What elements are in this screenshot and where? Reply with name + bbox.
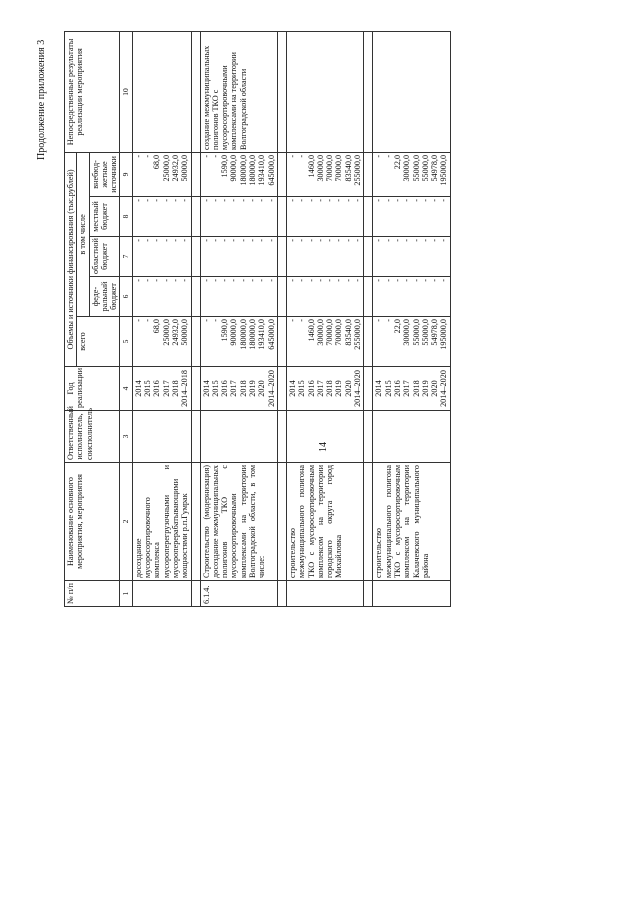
amount-value: - bbox=[439, 239, 449, 242]
amount-value: - bbox=[133, 154, 143, 158]
document-title: Продолжение приложения 3 bbox=[36, 39, 47, 160]
header-federal: феде-ральный бюджет bbox=[89, 277, 120, 317]
amount-value: - bbox=[143, 199, 153, 202]
year-value: 2014 bbox=[201, 380, 211, 397]
item-years bbox=[132, 367, 191, 411]
amount-value: - bbox=[220, 199, 230, 202]
amount-value: - bbox=[374, 319, 384, 322]
amount-value: - bbox=[334, 199, 344, 202]
year-value: 2015 bbox=[383, 380, 393, 397]
year-value: 2016 bbox=[220, 380, 230, 397]
year-value: 2019 bbox=[334, 380, 344, 397]
item-values bbox=[373, 237, 450, 277]
spacer-cell bbox=[191, 197, 200, 237]
amount-value: - bbox=[266, 199, 276, 202]
amount-value: - bbox=[383, 279, 393, 282]
header-total: всего bbox=[77, 317, 120, 367]
amount-value: 70000,0 bbox=[325, 319, 335, 346]
amount-value: - bbox=[374, 199, 384, 202]
amount-value: - bbox=[257, 199, 267, 202]
amount-value: 55000,0 bbox=[420, 319, 430, 346]
year-value: 2014–2020 bbox=[439, 370, 449, 407]
amount-value: - bbox=[229, 279, 239, 282]
amount-value: 1460,0 bbox=[306, 319, 316, 342]
amount-value: 90000,0 bbox=[229, 154, 239, 182]
col-index: 2 bbox=[120, 463, 132, 581]
amount-value: - bbox=[152, 279, 162, 282]
year-value: 2020 bbox=[257, 380, 267, 397]
amount-value: - bbox=[266, 279, 276, 282]
amount-value: - bbox=[374, 239, 384, 242]
col-index: 9 bbox=[120, 152, 132, 196]
amount-value: 30000,0 bbox=[315, 319, 325, 346]
amount-value: - bbox=[210, 319, 220, 322]
spacer-cell bbox=[277, 463, 286, 581]
header-results: Непосредственные результаты реализации мероприятия bbox=[65, 31, 120, 152]
amount-value: - bbox=[383, 239, 393, 242]
amount-value: - bbox=[411, 199, 421, 202]
financing-table bbox=[64, 31, 451, 607]
spacer-cell bbox=[364, 411, 373, 463]
item-values bbox=[286, 152, 363, 196]
spacer-cell bbox=[364, 152, 373, 196]
amount-value: 30000,0 bbox=[402, 319, 412, 346]
item-values bbox=[373, 197, 450, 237]
header-regional: областной бюджет bbox=[89, 237, 120, 277]
amount-value: - bbox=[420, 239, 430, 242]
spacer-cell bbox=[277, 197, 286, 237]
amount-value: - bbox=[374, 154, 384, 158]
amount-value: - bbox=[392, 239, 402, 242]
year-value: 2020 bbox=[430, 380, 440, 397]
amount-value: - bbox=[152, 199, 162, 202]
amount-value: - bbox=[383, 319, 393, 322]
table-row bbox=[132, 31, 191, 606]
spacer-cell bbox=[191, 31, 200, 152]
amount-value: - bbox=[248, 199, 258, 202]
year-value: 2014 bbox=[374, 380, 384, 397]
col-index: 7 bbox=[120, 237, 132, 277]
amount-value: - bbox=[170, 239, 180, 242]
amount-value: 55000,0 bbox=[411, 319, 421, 346]
col-index: 1 bbox=[120, 581, 132, 607]
col-index: 3 bbox=[120, 411, 132, 463]
col-index: 8 bbox=[120, 197, 132, 237]
amount-value: - bbox=[180, 279, 190, 282]
header-local: местный бюджет bbox=[89, 197, 120, 237]
amount-value: - bbox=[287, 199, 297, 202]
amount-value: - bbox=[287, 154, 297, 158]
amount-value: - bbox=[201, 239, 211, 242]
spacer-cell bbox=[364, 237, 373, 277]
year-value: 2018 bbox=[170, 380, 180, 397]
year-value: 2015 bbox=[143, 380, 153, 397]
amount-value: - bbox=[257, 239, 267, 242]
amount-value: 30000,0 bbox=[402, 154, 412, 182]
amount-value: 54978,0 bbox=[430, 154, 440, 182]
spacer-cell bbox=[191, 411, 200, 463]
amount-value: - bbox=[374, 279, 384, 282]
amount-value: - bbox=[334, 279, 344, 282]
amount-value: 193410,0 bbox=[257, 154, 267, 186]
amount-value: - bbox=[315, 239, 325, 242]
header-offbudget: внебюд-жетные источники bbox=[89, 152, 120, 196]
spacer-cell bbox=[191, 317, 200, 367]
amount-value: - bbox=[325, 279, 335, 282]
table-body bbox=[132, 31, 450, 606]
table-row bbox=[286, 31, 363, 606]
item-values bbox=[132, 317, 191, 367]
header-responsible: Ответственный исполнитель, соисполнитель bbox=[65, 411, 120, 463]
amount-value: 30000,0 bbox=[315, 154, 325, 182]
spacer-cell bbox=[277, 237, 286, 277]
spacer-cell bbox=[364, 31, 373, 152]
amount-value: - bbox=[306, 279, 316, 282]
spacer-cell bbox=[277, 581, 286, 607]
amount-value: - bbox=[220, 239, 230, 242]
item-result bbox=[132, 31, 191, 152]
item-responsible bbox=[373, 411, 450, 463]
spacer-cell bbox=[277, 317, 286, 367]
amount-value: 1460,0 bbox=[306, 154, 316, 178]
amount-value: 68,0 bbox=[152, 154, 162, 170]
col-index: 5 bbox=[120, 317, 132, 367]
amount-value: - bbox=[201, 279, 211, 282]
spacer-cell bbox=[364, 463, 373, 581]
amount-value: 54978,0 bbox=[430, 319, 440, 346]
amount-value: - bbox=[343, 239, 353, 242]
amount-value: - bbox=[238, 199, 248, 202]
amount-value: - bbox=[210, 154, 220, 158]
amount-value: - bbox=[248, 239, 258, 242]
spacer-cell bbox=[364, 277, 373, 317]
item-years bbox=[286, 367, 363, 411]
item-values bbox=[132, 277, 191, 317]
amount-value: - bbox=[161, 279, 171, 282]
amount-value: - bbox=[170, 199, 180, 202]
col-index: 4 bbox=[120, 367, 132, 411]
item-name: строительство межмуниципального полигона ТКО с мусоросортировочным комплексом на территории городского округа город Михайловка bbox=[286, 463, 363, 581]
amount-value: 193410,0 bbox=[257, 319, 267, 350]
header-years: Год реализации bbox=[65, 367, 120, 411]
item-values bbox=[373, 152, 450, 196]
header-incl: в том числе bbox=[77, 152, 89, 316]
amount-value: - bbox=[343, 199, 353, 202]
amount-value: 68,0 bbox=[152, 319, 162, 334]
amount-value: 645000,0 bbox=[266, 319, 276, 350]
spacer-cell bbox=[277, 152, 286, 196]
row-spacer bbox=[191, 31, 200, 606]
year-value: 2020 bbox=[343, 380, 353, 397]
amount-value: - bbox=[353, 239, 363, 242]
spacer-cell bbox=[364, 581, 373, 607]
header-name: Наименование основного мероприятия, мероприятия bbox=[65, 463, 120, 581]
item-name: Строительство (модернизация) досоздание межмуниципальных полигонов ТКО с мусоросортировочными комплексами на территории Волгоградской области, в том числе: bbox=[200, 463, 277, 581]
amount-value: - bbox=[402, 239, 412, 242]
year-value: 2019 bbox=[420, 380, 430, 397]
year-value: 2015 bbox=[297, 380, 307, 397]
amount-value: 180000,0 bbox=[248, 319, 258, 350]
spacer-cell bbox=[191, 237, 200, 277]
year-value: 2016 bbox=[306, 380, 316, 397]
amount-value: - bbox=[297, 239, 307, 242]
spacer-cell bbox=[191, 581, 200, 607]
amount-value: - bbox=[439, 279, 449, 282]
amount-value: 180000,0 bbox=[248, 154, 258, 186]
amount-value: 55000,0 bbox=[411, 154, 421, 182]
item-result bbox=[286, 31, 363, 152]
item-responsible bbox=[200, 411, 277, 463]
item-values bbox=[286, 197, 363, 237]
item-result: создание межмуниципальных полигонов ТКО с мусоросортировочными комплексами на территории Волгоградской области bbox=[200, 31, 277, 152]
amount-value: - bbox=[383, 199, 393, 202]
amount-value: - bbox=[402, 279, 412, 282]
amount-value: 24932,0 bbox=[170, 154, 180, 182]
spacer-cell bbox=[191, 152, 200, 196]
amount-value: - bbox=[306, 199, 316, 202]
amount-value: - bbox=[325, 239, 335, 242]
col-index: 10 bbox=[120, 31, 132, 152]
item-name: досоздание мусоросортировочного комплекса мусороперегрузочными и мусороперерабатывающими мощностями р.п.Гумрак bbox=[132, 463, 191, 581]
row-spacer bbox=[364, 31, 373, 606]
year-value: 2017 bbox=[161, 380, 171, 397]
year-value: 2018 bbox=[411, 380, 421, 397]
item-values bbox=[200, 197, 277, 237]
spacer-cell bbox=[191, 277, 200, 317]
amount-value: - bbox=[392, 279, 402, 282]
item-number bbox=[286, 581, 363, 607]
page-number: 14 bbox=[318, 442, 329, 452]
spacer-cell bbox=[277, 367, 286, 411]
year-value: 2017 bbox=[402, 380, 412, 397]
spacer-cell bbox=[364, 197, 373, 237]
amount-value: 24932,0 bbox=[170, 319, 180, 346]
amount-value: 255000,0 bbox=[353, 319, 363, 350]
item-values bbox=[200, 277, 277, 317]
amount-value: - bbox=[201, 154, 211, 158]
amount-value: 22,0 bbox=[392, 154, 402, 170]
amount-value: 83540,0 bbox=[343, 319, 353, 346]
amount-value: - bbox=[238, 279, 248, 282]
amount-value: - bbox=[248, 279, 258, 282]
amount-value: - bbox=[161, 199, 171, 202]
amount-value: - bbox=[306, 239, 316, 242]
amount-value: 255000,0 bbox=[353, 154, 363, 186]
amount-value: - bbox=[210, 279, 220, 282]
year-value: 2014–2020 bbox=[266, 370, 276, 407]
amount-value: - bbox=[210, 199, 220, 202]
spacer-cell bbox=[191, 463, 200, 581]
amount-value: - bbox=[411, 239, 421, 242]
header-finance: Объемы и источники финансирования (тыс.рублей) bbox=[65, 152, 77, 366]
amount-value: - bbox=[297, 319, 307, 322]
amount-value: 1590,0 bbox=[220, 154, 230, 178]
item-responsible bbox=[286, 411, 363, 463]
amount-value: 25000,0 bbox=[161, 319, 171, 346]
amount-value: - bbox=[220, 279, 230, 282]
amount-value: - bbox=[152, 239, 162, 242]
amount-value: - bbox=[210, 239, 220, 242]
amount-value: - bbox=[238, 239, 248, 242]
amount-value: 50000,0 bbox=[180, 319, 190, 346]
amount-value: - bbox=[229, 199, 239, 202]
year-value: 2017 bbox=[315, 380, 325, 397]
amount-value: - bbox=[287, 279, 297, 282]
amount-value: - bbox=[201, 199, 211, 202]
amount-value: - bbox=[297, 199, 307, 202]
year-value: 2014 bbox=[133, 380, 143, 397]
amount-value: 22,0 bbox=[392, 319, 402, 334]
amount-value: 70000,0 bbox=[325, 154, 335, 182]
amount-value: - bbox=[392, 199, 402, 202]
amount-value: - bbox=[353, 199, 363, 202]
item-values bbox=[132, 152, 191, 196]
amount-value: 83540,0 bbox=[343, 154, 353, 182]
item-years bbox=[200, 367, 277, 411]
amount-value: - bbox=[297, 154, 307, 158]
item-values bbox=[286, 317, 363, 367]
year-value: 2018 bbox=[238, 380, 248, 397]
amount-value: 180000,0 bbox=[238, 154, 248, 186]
amount-value: - bbox=[334, 239, 344, 242]
amount-value: - bbox=[411, 279, 421, 282]
item-result bbox=[373, 31, 450, 152]
row-spacer bbox=[277, 31, 286, 606]
col-index: 6 bbox=[120, 277, 132, 317]
year-value: 2019 bbox=[248, 380, 258, 397]
amount-value: - bbox=[229, 239, 239, 242]
header-no: № п/п bbox=[65, 581, 120, 607]
year-value: 2016 bbox=[392, 380, 402, 397]
spacer-cell bbox=[191, 367, 200, 411]
amount-value: - bbox=[343, 279, 353, 282]
item-name: строительство межмуниципального полигона ТКО с мусоросортировочным комплексом на территории Калачевского муниципального района bbox=[373, 463, 450, 581]
spacer-cell bbox=[277, 411, 286, 463]
amount-value: - bbox=[133, 279, 143, 282]
year-value: 2018 bbox=[325, 380, 335, 397]
amount-value: 195000,0 bbox=[439, 319, 449, 350]
amount-value: - bbox=[143, 319, 153, 322]
spacer-cell bbox=[277, 277, 286, 317]
column-index-row bbox=[120, 31, 132, 606]
amount-value: - bbox=[133, 319, 143, 322]
amount-value: - bbox=[430, 199, 440, 202]
amount-value: 645000,0 bbox=[266, 154, 276, 186]
amount-value: 50000,0 bbox=[180, 154, 190, 182]
amount-value: - bbox=[180, 199, 190, 202]
amount-value: 55000,0 bbox=[420, 154, 430, 182]
amount-value: - bbox=[287, 319, 297, 322]
spacer-cell bbox=[364, 367, 373, 411]
item-values bbox=[286, 277, 363, 317]
amount-value: 90000,0 bbox=[229, 319, 239, 346]
amount-value: - bbox=[266, 239, 276, 242]
item-number bbox=[373, 581, 450, 607]
table-row bbox=[200, 31, 277, 606]
amount-value: 180000,0 bbox=[238, 319, 248, 350]
amount-value: - bbox=[353, 279, 363, 282]
year-value: 2016 bbox=[152, 380, 162, 397]
item-number: 6.1.4. bbox=[200, 581, 277, 607]
amount-value: - bbox=[420, 199, 430, 202]
amount-value: - bbox=[257, 279, 267, 282]
item-values bbox=[132, 237, 191, 277]
year-value: 2014 bbox=[287, 380, 297, 397]
amount-value: - bbox=[420, 279, 430, 282]
amount-value: - bbox=[170, 279, 180, 282]
year-value: 2014–2018 bbox=[180, 370, 190, 407]
item-years bbox=[373, 367, 450, 411]
amount-value: - bbox=[143, 154, 153, 158]
year-value: 2015 bbox=[210, 380, 220, 397]
amount-value: - bbox=[143, 239, 153, 242]
amount-value: - bbox=[133, 239, 143, 242]
amount-value: - bbox=[143, 279, 153, 282]
amount-value: - bbox=[325, 199, 335, 202]
amount-value: 25000,0 bbox=[161, 154, 171, 182]
amount-value: 70000,0 bbox=[334, 154, 344, 182]
item-values bbox=[286, 237, 363, 277]
amount-value: 1590,0 bbox=[220, 319, 230, 342]
amount-value: - bbox=[402, 199, 412, 202]
item-values bbox=[200, 237, 277, 277]
item-responsible bbox=[132, 411, 191, 463]
item-values bbox=[373, 317, 450, 367]
table-row bbox=[373, 31, 450, 606]
amount-value: - bbox=[315, 199, 325, 202]
item-values bbox=[200, 152, 277, 196]
spacer-cell bbox=[364, 317, 373, 367]
year-value: 2014–2020 bbox=[353, 370, 363, 407]
item-number bbox=[132, 581, 191, 607]
amount-value: - bbox=[315, 279, 325, 282]
amount-value: 70000,0 bbox=[334, 319, 344, 346]
amount-value: - bbox=[383, 154, 393, 158]
amount-value: - bbox=[430, 279, 440, 282]
amount-value: 195000,0 bbox=[439, 154, 449, 186]
item-values bbox=[132, 197, 191, 237]
amount-value: - bbox=[133, 199, 143, 202]
item-values bbox=[373, 277, 450, 317]
amount-value: - bbox=[180, 239, 190, 242]
amount-value: - bbox=[430, 239, 440, 242]
amount-value: - bbox=[439, 199, 449, 202]
item-values bbox=[200, 317, 277, 367]
spacer-cell bbox=[277, 31, 286, 152]
amount-value: - bbox=[161, 239, 171, 242]
amount-value: - bbox=[201, 319, 211, 322]
year-value: 2017 bbox=[229, 380, 239, 397]
amount-value: - bbox=[297, 279, 307, 282]
amount-value: - bbox=[287, 239, 297, 242]
